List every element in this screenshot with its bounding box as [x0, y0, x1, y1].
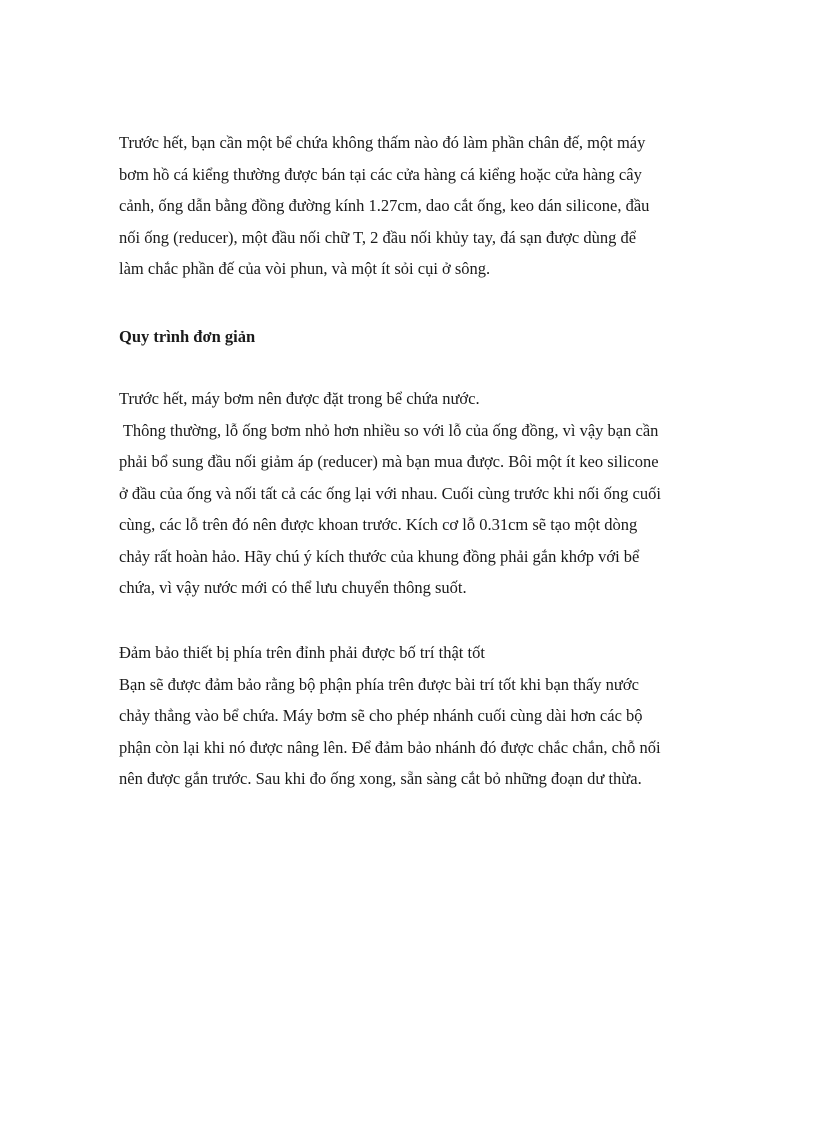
- paragraph-line: nên được gắn trước. Sau khi đo ống xong, sẵn sàng cắt bỏ những đoạn dư thừa.: [119, 769, 642, 788]
- paragraph-line: Trước hết, máy bơm nên được đặt trong bể chứa nước.: [119, 389, 480, 408]
- paragraph-line: chứa, vì vậy nước mới có thể lưu chuyển thông suốt.: [119, 578, 467, 597]
- paragraph-line: cùng, các lỗ trên đó nên được khoan trước. Kích cơ lỗ 0.31cm sẽ tạo một dòng: [119, 515, 638, 534]
- paragraph-line: nối ống (reducer), một đầu nối chữ T, 2 đầu nối khủy tay, đá sạn được dùng để: [119, 227, 637, 247]
- paragraph-line: phận còn lại khi nó được nâng lên. Để đảm bảo nhánh đó được chắc chắn, chỗ nối: [119, 737, 661, 757]
- paragraph-line: Đảm bảo thiết bị phía trên đỉnh phải được bố trí thật tốt: [119, 643, 485, 662]
- section-heading: Quy trình đơn giản: [119, 327, 256, 346]
- paragraph-materials: [119, 127, 719, 285]
- paragraph-line: Bạn sẽ được đảm bảo rằng bộ phận phía trên được bài trí tốt khi bạn thấy nước: [119, 674, 639, 694]
- paragraph-line: ở đầu của ống và nối tất cả các ống lại với nhau. Cuối cùng trước khi nối ống cuối: [119, 483, 661, 503]
- paragraph-line: phải bổ sung đầu nối giảm áp (reducer) mà bạn mua được. Bôi một ít keo silicone: [119, 452, 659, 471]
- paragraph-line: chảy rất hoàn hảo. Hãy chú ý kích thước của khung đồng phải gắn khớp với bể: [119, 546, 640, 566]
- paragraph-line: Thông thường, lỗ ống bơm nhỏ hơn nhiều so với lỗ của ống đồng, vì vậy bạn cần: [119, 420, 659, 440]
- paragraph-top-arrangement: [119, 637, 719, 795]
- paragraph-line: làm chắc phần đế của vòi phun, và một ít sỏi cụi ở sông.: [119, 259, 491, 278]
- paragraph-procedure: [119, 383, 719, 604]
- paragraph-line: cảnh, ống dẫn bằng đồng đường kính 1.27cm, dao cắt ống, keo dán silicone, đầu: [119, 196, 650, 215]
- paragraph-line: chảy thẳng vào bể chứa. Máy bơm sẽ cho phép nhánh cuối cùng dài hơn các bộ: [119, 706, 643, 725]
- paragraph-line: bơm hồ cá kiểng thường được bán tại các cửa hàng cá kiểng hoặc cửa hàng cây: [119, 164, 642, 184]
- paragraph-line: Trước hết, bạn cần một bể chứa không thấm nào đó làm phần chân đế, một máy: [119, 133, 646, 152]
